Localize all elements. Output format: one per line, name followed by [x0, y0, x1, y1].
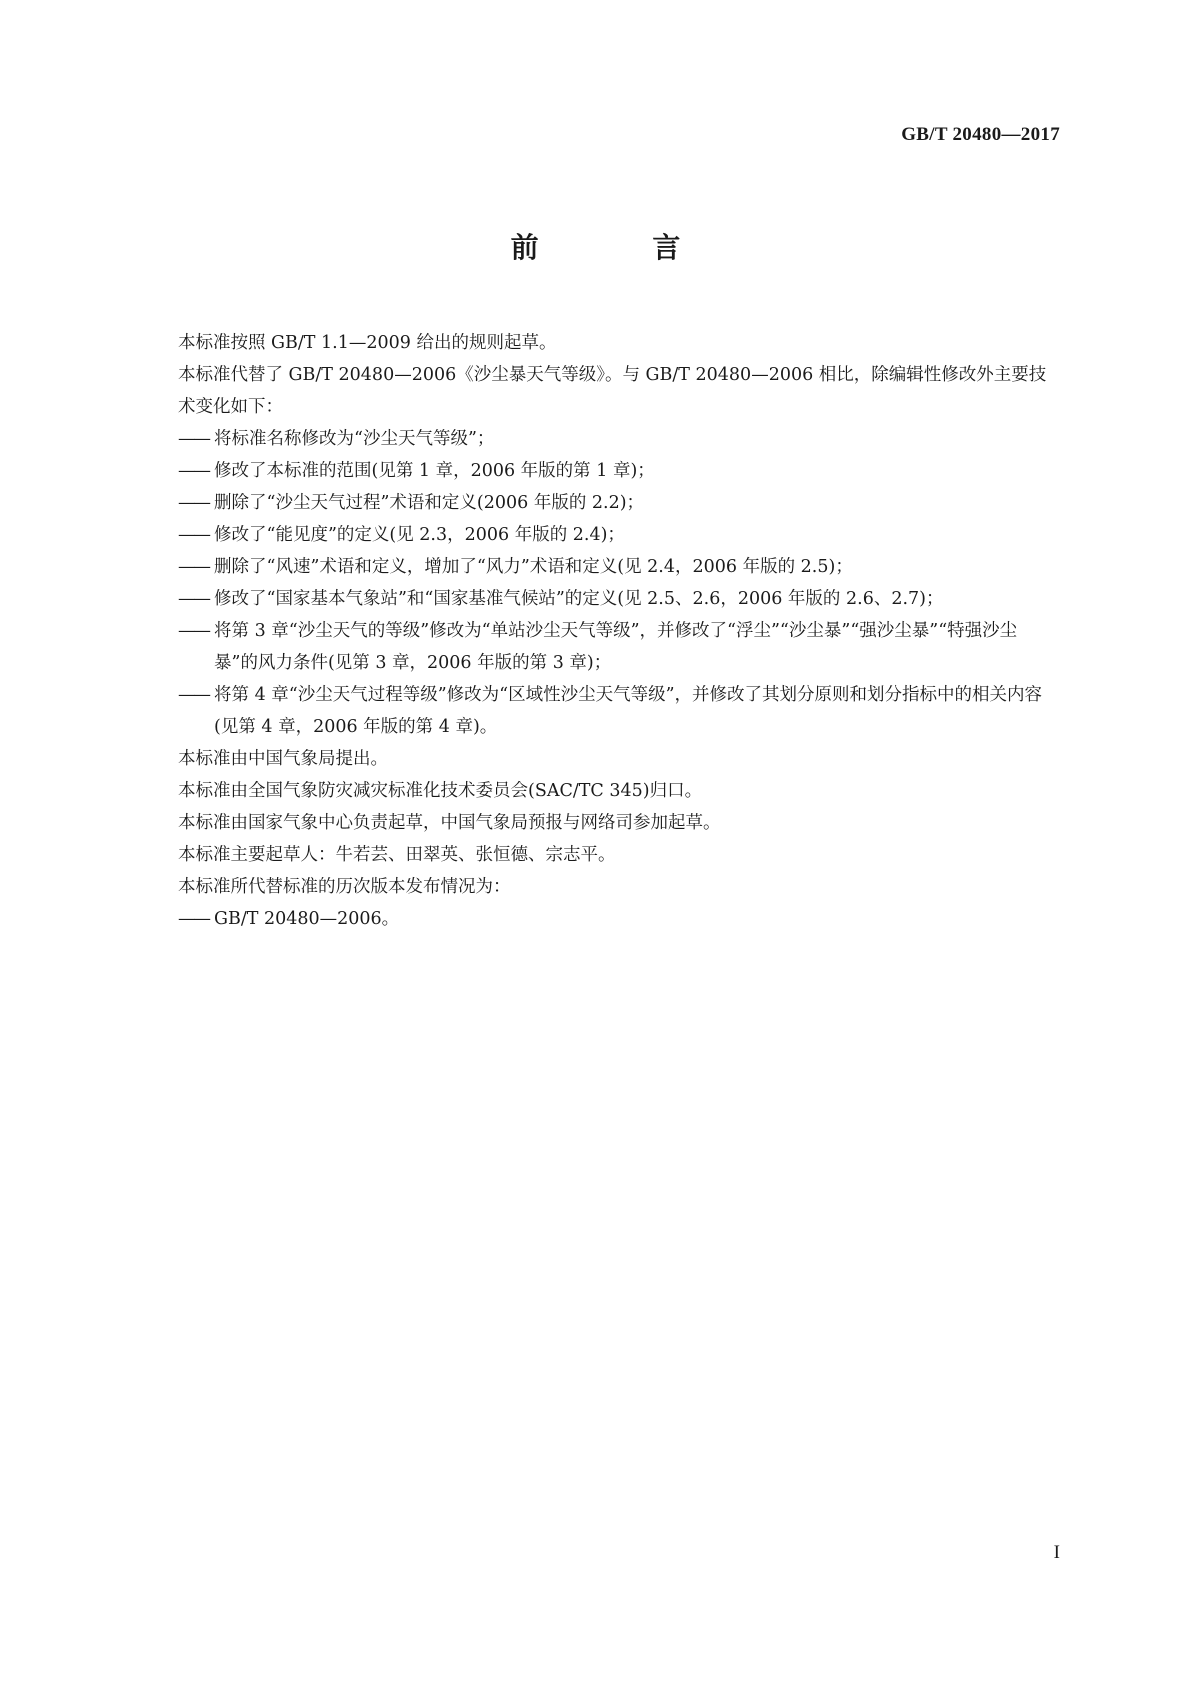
dash-marker: ——: [178, 525, 209, 545]
paragraph-replacement: 本标准代替了 GB/T 20480—2006《沙尘暴天气等级》。与 GB/T 20480—2006 相比，除编辑性修改外主要技术变化如下：: [178, 365, 1047, 417]
list-item: —— 删除了“风速”术语和定义，增加了“风力”术语和定义(见 2.4，2006 年版的 2.5)；: [178, 551, 1058, 583]
list-item: —— 将第 3 章“沙尘天气的等级”修改为“单站沙尘天气等级”，并修改了“浮尘”“沙尘暴”“强沙尘暴”“特强沙尘暴”的风力条件(见第 3 章，2006 年版的第 3 章)；: [178, 615, 1058, 679]
page-title: 前 言: [510, 231, 733, 264]
list-item: —— GB/T 20480—2006。: [178, 903, 1058, 935]
paragraph-drafters: 本标准主要起草人：牛若芸、田翠英、张恒德、宗志平。: [178, 845, 616, 865]
dash-marker: ——: [178, 429, 209, 449]
paragraph-drafting-rules: 本标准按照 GB/T 1.1—2009 给出的规则起草。: [178, 333, 557, 353]
dash-marker: ——: [178, 461, 209, 481]
paragraph-proposer: 本标准由中国气象局提出。: [178, 749, 388, 769]
list-item: —— 修改了“能见度”的定义(见 2.3，2006 年版的 2.4)；: [178, 519, 1058, 551]
paragraph-previous-versions: 本标准所代替标准的历次版本发布情况为：: [178, 877, 511, 897]
list-item: —— 将第 4 章“沙尘天气过程等级”修改为“区域性沙尘天气等级”，并修改了其划分原则和划分指标中的相关内容(见第 4 章，2006 年版的第 4 章)。: [178, 679, 1058, 743]
dash-marker: ——: [178, 493, 209, 513]
paragraph-committee: 本标准由全国气象防灾减灾标准化技术委员会(SAC/TC 345)归口。: [178, 781, 703, 801]
page-number: I: [1053, 1542, 1060, 1563]
foreword-body: [178, 327, 1058, 935]
list-item: —— 将标准名称修改为“沙尘天气等级”；: [178, 423, 1058, 455]
dash-marker: ——: [178, 589, 209, 609]
dash-marker: ——: [178, 621, 209, 641]
dash-marker: ——: [178, 909, 209, 929]
standard-code: GB/T 20480—2017: [901, 124, 1060, 145]
list-item: —— 修改了“国家基本气象站”和“国家基准气候站”的定义(见 2.5、2.6，2006 年版的 2.6、2.7)；: [178, 583, 1058, 615]
dash-marker: ——: [178, 685, 209, 705]
list-item: —— 删除了“沙尘天气过程”术语和定义(2006 年版的 2.2)；: [178, 487, 1058, 519]
paragraph-drafting-org: 本标准由国家气象中心负责起草，中国气象局预报与网络司参加起草。: [178, 813, 721, 833]
list-item: —— 修改了本标准的范围(见第 1 章，2006 年版的第 1 章)；: [178, 455, 1058, 487]
dash-marker: ——: [178, 557, 209, 577]
